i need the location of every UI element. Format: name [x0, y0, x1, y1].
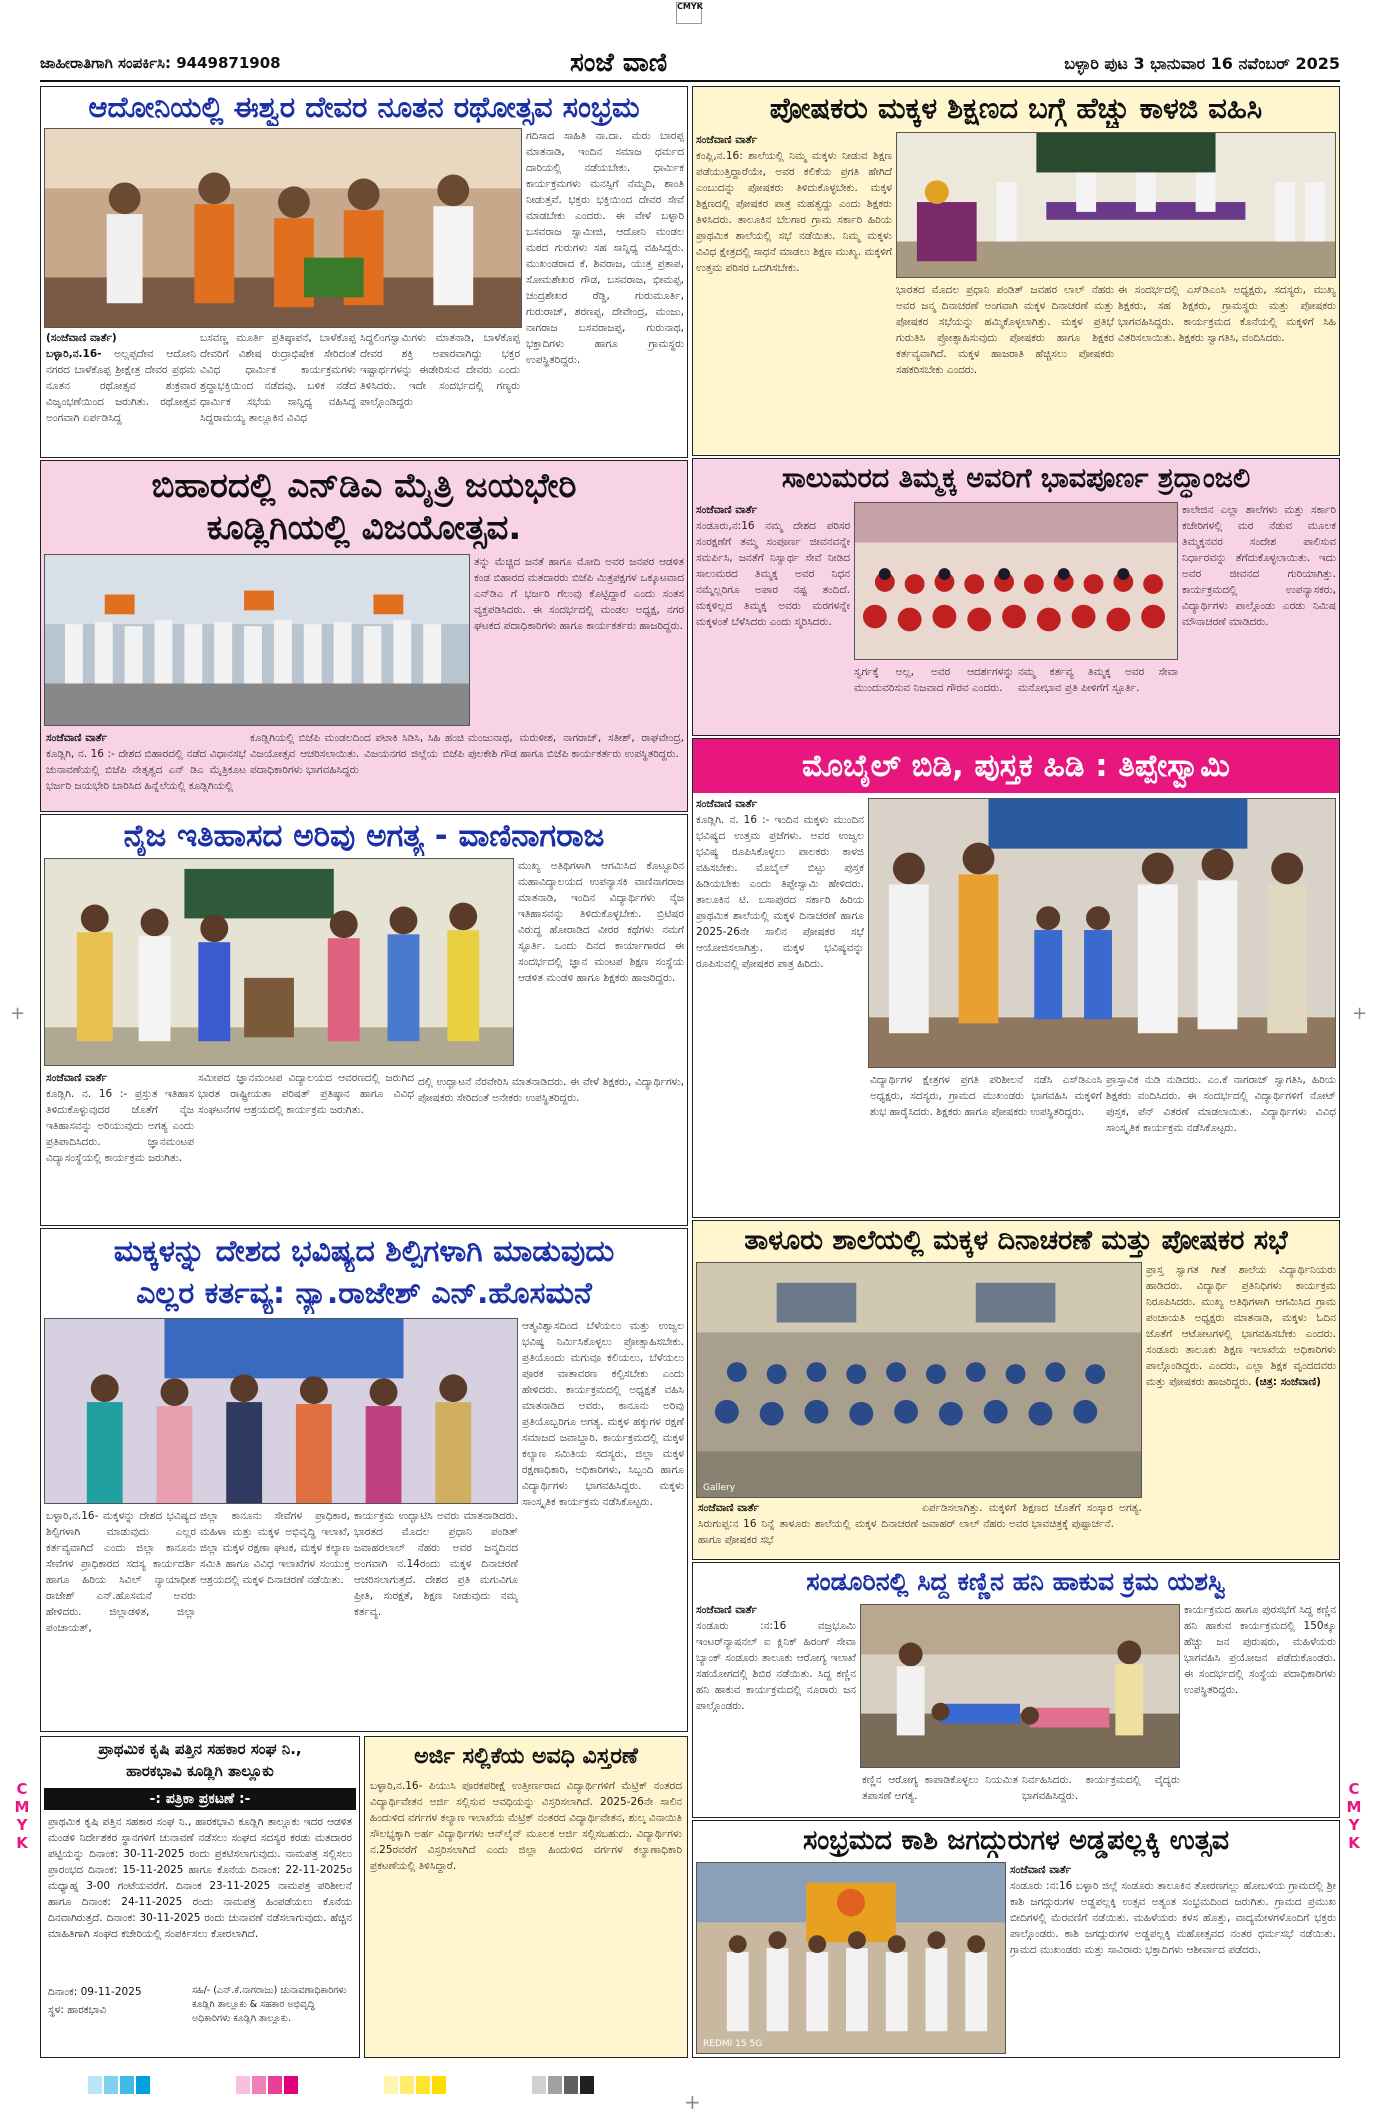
swatch-magenta-2 [252, 2076, 266, 2094]
story-adoni-photo [44, 128, 522, 328]
story-eye-col1: ಸಂಜೆವಾಣಿ ವಾರ್ತೆ ಸಂಡೂರು :ನ:16 ವಜ್ರಭೂಮಿ ಇಂಟರ್‌ನ್ಯಾಷನಲ್ ಐ ಕ್ಲಿನಿಕ್ ಹಿರಂಗ್ ಸೇವಾ ಬ್ಯಾಂಕ್ ಸಂಡೂರು ತಾಲೂಕು ಆರೋಗ್ಯ ಇಲಾಖೆ ಸಹಯೋಗದಲ್ಲಿ ಶಿಬಿರ ನಡೆಯಿತು. ಸಿದ್ದ ಕಣ್ಣಿನ ಹನಿ ಹಾಕುವ ಕಾರ್ಯಕ್ರಮದಲ್ಲಿ ನೂರಾರು ಜನ ಪಾಲ್ಗೊಂಡರು. [696, 1604, 856, 1712]
story-adoni-col1: (ಸಂಜೆವಾಣಿ ವಾರ್ತೆ) ಬಳ್ಳಾರಿ,ನ.16- ಅಲ್ಲಪ್ಪದೇವ ಆದೋನಿ ನಗರದ ಬಾಳೆಕೊಪ್ಪ ಶ್ರೀಕ್ಷೇತ್ರ ದೇವರ ಪ್ರಥಮ ನೂತನ ರಥೋತ್ಸವ ಶುಕ್ರವಾರ ವಿಜೃಂಭಣೆಯಿಂದ ಜರುಗಿತು. ರಥೋತ್ಸವ ಅಂಗವಾಗಿ ಏರ್ಪಡಿಸಿದ್ದ [46, 332, 196, 424]
registration-cross-bottom: + [684, 2090, 701, 2114]
story-bihar-headline-1: ಬಿಹಾರದಲ್ಲಿ ಎನ್‌ಡಿಎ ಮೈತ್ರಿ ಜಯಭೇರಿ [151, 466, 577, 506]
swatch-magenta-4 [284, 2076, 298, 2094]
story-history-col1: ಸಂಜೆವಾಣಿ ವಾರ್ತೆ ಕೂಡ್ಲಿಗಿ. ನ. 16 :- ಪ್ರಸ್ತುತ ಇತಿಹಾಸ ತಿಳಿದುಕೊಳ್ಳುವುದರ ಜೊತೆಗೆ ನೈಜ ಇತಿಹಾಸವನ್ನು ಅರಿಯುವುದು ಅಗತ್ಯ ಎಂದು ಪ್ರತಿಪಾದಿಸಿದರು. ಜ್ಞಾನಮಂಟಪ ವಿದ್ಯಾಸಂಸ್ಥೆಯಲ್ಲಿ ಕಾರ್ಯಕ್ರಮ ಜರುಗಿತು. [46, 1072, 194, 1164]
newspaper-title: ಸಂಜೆ ವಾಣಿ [570, 48, 668, 78]
story-mobile-photo [868, 798, 1336, 1068]
story-history-col-right: ಮುಖ್ಯ ಅತಿಥಿಗಳಾಗಿ ಆಗಮಿಸಿದ ಕೊಟ್ಟೂರಿನ ಮಹಾವಿದ್ಯಾಲಯದ ಉಪನ್ಯಾಸಕಿ ವಾಣಿನಾಗರಾಜ ಮಾತನಾಡಿ, ಇಂದಿನ ವಿದ್ಯಾರ್ಥಿಗಳು ನೈಜ ಇತಿಹಾಸವನ್ನು ತಿಳಿದುಕೊಳ್ಳಬೇಕು. ಬ್ರಿಟಿಷರ ವಿರುದ್ಧ ಹೋರಾಡಿದ ವೀರರ ಕಥೆಗಳು ನಮಗೆ ಸ್ಫೂರ್ತಿ. ಒಂದು ದಿನದ ಕಾರ್ಯಾಗಾರದ ಈ ಸಂದರ್ಭದಲ್ಲಿ ಜ್ಞಾನ ಮಂಟಪ ಶಿಕ್ಷಣ ಸಂಸ್ಥೆಯ ಆಡಳಿತ ಮಂಡಳಿ ಹಾಗೂ ಶಿಕ್ಷಕರು ಹಾಜರಿದ್ದರು. [518, 860, 684, 984]
swatch-cyan-3 [120, 2076, 134, 2094]
story-kashi-photo [696, 1862, 1006, 2054]
story-timmakka-col3: ನಮ್ಮ ಕರ್ತವ್ಯ ತಿಮ್ಮಕ್ಕ ಅವರ ಸೇವಾ ಮನೋಭಾವ ಪ್ರತಿ ಪೀಳಿಗೆಗೆ ಸ್ಪೂರ್ತಿ. [1018, 666, 1178, 694]
story-parents-col3: ಈ ಸಂದರ್ಭದಲ್ಲಿ ಎಸ್‌ಡಿಎಂಸಿ ಅಧ್ಯಕ್ಷರು, ಸದಸ್ಯರು, ಮುಖ್ಯ ಶಿಕ್ಷಕರು, ಸಹ ಶಿಕ್ಷಕರು, ಗ್ರಾಮಸ್ಥರು ಮತ್ತು ಪೋಷಕರು ಭಾಗವಹಿಸಿದ್ದರು. ಕಾರ್ಯಕ್ರಮದ ಕೊನೆಯಲ್ಲಿ ಮಕ್ಕಳಿಗೆ ಸಿಹಿ ವಿತರಿಸಲಾಯಿತು. ಶಿಕ್ಷಕರು ಸ್ವಾಗತಿಸಿ, ವಂದಿಸಿದರು. [1118, 284, 1336, 344]
swatch-magenta-3 [268, 2076, 282, 2094]
story-bihar-photo [44, 554, 470, 726]
story-adoni-headline: ಆದೋನಿಯಲ್ಲಿ ಈಶ್ವರ ದೇವರ ನೂತನ ರಥೋತ್ಸವ ಸಂಭ್ರಮ [88, 90, 640, 124]
story-eye-col4: ಕಾರ್ಯಕ್ರಮದ ಹಾಗೂ ಪುರಸಭೆಗೆ ಸಿದ್ದ ಕಣ್ಣಿನ ಹನಿ ಹಾಕುವ ಕಾರ್ಯಕ್ರಮದಲ್ಲಿ 150ಕ್ಕೂ ಹೆಚ್ಚು ಜನ ಪುರುಷರು, ಮಹಿಳೆಯರು ಭಾಗವಹಿಸಿ ಪ್ರಯೋಜನ ಪಡೆದುಕೊಂಡರು. ಈ ಸಂದರ್ಭದಲ್ಲಿ ಸಂಸ್ಥೆಯ ಪದಾಧಿಕಾರಿಗಳು ಉಪಸ್ಥಿತರಿದ್ದರು. [1184, 1604, 1336, 1696]
story-kashi-photo-credit: REDMI 15 5G [703, 2039, 763, 2049]
story-parents-headline: ಪೋಷಕರು ಮಕ್ಕಳ ಶಿಕ್ಷಣದ ಬಗ್ಗೆ ಹೆಚ್ಚು ಕಾಳಜಿ ವಹಿಸಿ [769, 91, 1263, 125]
story-bihar-col2: ಕೂಡ್ಲಿಗಿಯಲ್ಲಿ ಬಿಜೆಪಿ ಮಂಡಲದಿಂದ ಪಟಾಕಿ ಸಿಡಿಸಿ, ಸಿಹಿ ಹಂಚಿ ವಿಜಯೋತ್ಸವ ಆಚರಿಸಲಾಯಿತು. ವಿಜಯನಗರ ಜಿಲ್ಲೆಯ ಬಿಜೆಪಿ ಪದಾಧಿಕಾರಿಗಳು ಭಾಗವಹಿಸಿದ್ದರು [250, 732, 464, 776]
story-children-col3: ಕಾರ್ಯಕ್ರಮ ಉದ್ಘಾಟಿಸಿ ಅವರು ಮಾತನಾಡಿದರು. ಭಾರತದ ಮೊದಲ ಪ್ರಧಾನಿ ಪಂಡಿತ್ ಜವಾಹರಲಾಲ್ ನೆಹರು ಅವರ ಜನ್ಮದಿನದ ಅಂಗವಾಗಿ ನ.14ರಂದು ಮಕ್ಕಳ ದಿನಾಚರಣೆ ಆಚರಿಸಲಾಗುತ್ತದೆ. ದೇಶದ ಪ್ರತಿ ಮಗುವಿಗೂ ಪ್ರೀತಿ, ಸುರಕ್ಷತೆ, ಶಿಕ್ಷಣ ನೀಡುವುದು ನಮ್ಮ ಕರ್ತವ್ಯ. [354, 1510, 518, 1618]
story-parents-col2: ಭಾರತದ ಮೊದಲ ಪ್ರಧಾನಿ ಪಂಡಿತ್ ಜವಹರ ಲಾಲ್ ನೆಹರು ಅವರ ಜನ್ಮ ದಿನಾಚರಣೆ ಅಂಗವಾಗಿ ಮಕ್ಕಳ ದಿನಾಚರಣೆ ಮತ್ತು ಪೋಷಕರ ಸಭೆಯನ್ನು ಹಮ್ಮಿಕೊಳ್ಳಲಾಗಿತ್ತು. ಮಕ್ಕಳ ಪ್ರತಿಭೆ ಗುರುತಿಸಿ ಪ್ರೋತ್ಸಾಹಿಸುವುದು ಪೋಷಕರು ಹಾಗೂ ಶಿಕ್ಷಕರ ಕರ್ತವ್ಯವಾಗಿದೆ. ಮಕ್ಕಳ ಹಾಜರಾತಿ ಹೆಚ್ಚಿಸಲು ಪೋಷಕರು ಸಹಕರಿಸಬೇಕು ಎಂದರು. [896, 284, 1114, 376]
story-eye-col3: ನಿರ್ವಹಿಸಿದರು. ಕಾರ್ಯಕ್ರಮದಲ್ಲಿ ವೈದ್ಯರು ಭಾಗವಹಿಸಿದ್ದರು. [1022, 1774, 1180, 1802]
story-bihar-headline-2: ಕೂಡ್ಲಿಗಿಯಲ್ಲಿ ವಿಜಯೋತ್ಸವ. [206, 508, 522, 548]
story-history-headline: ನೈಜ ಇತಿಹಾಸದ ಅರಿವು ಅಗತ್ಯ - ವಾಣಿನಾಗರಾಜ [123, 818, 605, 854]
story-taluru-headline: ತಾಳೂರು ಶಾಲೆಯಲ್ಲಿ ಮಕ್ಕಳ ದಿನಾಚರಣೆ ಮತ್ತು ಪೋಷಕರ ಸಭೆ [744, 1225, 1288, 1256]
notice-signature: ಸಹಿ/- (ಎನ್.ಕೆ.ನಾಗರಾಜು) ಚುನಾವಣಾಧಿಕಾರಿಗಳು ಕೂಡ್ಲಿಗಿ ತಾಲ್ಲೂಕು & ಸಹಕಾರ ಅಭಿವೃದ್ಧಿ ಅಧಿಕಾರಿಗಳು ಕೂಡ್ಲಿಗಿ ತಾಲ್ಲೂಕು. [192, 1985, 347, 2024]
swatch-yellow-2 [400, 2076, 414, 2094]
notice-date: ದಿನಾಂಕ: 09-11-2025 [48, 1986, 142, 1998]
story-bihar-col1: ಸಂಜೆವಾಣಿ ವಾರ್ತೆ ಕೂಡ್ಲಿಗಿ, ನ. 16 :- ದೇಶದ ಬಿಹಾರದಲ್ಲಿ ನಡೆದ ವಿಧಾನಸಭೆ ಚುನಾವಣೆಯಲ್ಲಿ ಬಿಜೆಪಿ ನೇತೃತ್ವದ ಎನ್ ಡಿಎ ಮೈತ್ರಿಕೂಟ ಭರ್ಜರಿ ಜಯಭೇರಿ ಬಾರಿಸಿದ ಹಿನ್ನೆಲೆಯಲ್ಲಿ ಕೂಡ್ಲಿಗಿಯಲ್ಲಿ [46, 732, 246, 792]
swatch-yellow-1 [384, 2076, 398, 2094]
story-kashi-body: ಸಂಜೆವಾಣಿ ವಾರ್ತೆ ಸಂಡೂರು :ನ:16 ಬಳ್ಳಾರಿ ಜಿಲ್ಲೆ ಸಂಡೂರು ತಾಲೂಕಿನ ತೋರಣಗಲ್ಲು ಹೋಬಳಿಯ ಗ್ರಾಮದಲ್ಲಿ ಶ್ರೀ ಕಾಶಿ ಜಗದ್ಗುರುಗಳ ಅಡ್ಡಪಲ್ಲಕ್ಕಿ ಉತ್ಸವ ಅತ್ಯಂತ ಸಂಭ್ರಮದಿಂದ ಜರುಗಿತು. ಗ್ರಾಮದ ಪ್ರಮುಖ ಬೀದಿಗಳಲ್ಲಿ ಮೆರವಣಿಗೆ ನಡೆಯಿತು. ಮಹಿಳೆಯರು ಕಳಸ ಹೊತ್ತು, ವಾದ್ಯಮೇಳಗಳೊಂದಿಗೆ ಭಕ್ತರು ಪಾಲ್ಗೊಂಡರು. ಕಾಶಿ ಜಗದ್ಗುರುಗಳ ಅಡ್ಡಪಲ್ಲಕ್ಕಿ ಮಹೋತ್ಸವದ ನಂತರ ಧರ್ಮಸಭೆ ನಡೆಯಿತು. ಗ್ರಾಮದ ಮುಖಂಡರು ಮತ್ತು ಸಾವಿರಾರು ಭಕ್ತಾದಿಗಳು ಆಶೀರ್ವಾದ ಪಡೆದರು. [1010, 1864, 1336, 1956]
story-mobile-col1: ಸಂಜೆವಾಣಿ ವಾರ್ತೆ ಕೂಡ್ಲಿಗಿ. ನ. 16 :- ಇಂದಿನ ಮಕ್ಕಳು ಮುಂದಿನ ಭವಿಷ್ಯದ ಉತ್ತಮ ಪ್ರಜೆಗಳು. ಅವರ ಉಜ್ವಲ ಭವಿಷ್ಯ ರೂಪಿಸಿಕೊಳ್ಳಲು ಪಾಲಕರು ಕಾಳಜಿ ವಹಿಸಬೇಕು. ಮೊಬೈಲ್ ಬಿಟ್ಟು ಪುಸ್ತಕ ಹಿಡಿಯಬೇಕು ಎಂದು ತಿಪ್ಪೇಸ್ವಾಮಿ ಹೇಳಿದರು. ತಾಲೂಕಿನ ಟಿ. ಬಸಾಪುರದ ಸರ್ಕಾರಿ ಹಿರಿಯ ಪ್ರಾಥಮಿಕ ಶಾಲೆಯಲ್ಲಿ ಮಕ್ಕಳ ದಿನಾಚರಣೆ ಹಾಗೂ 2025-26ನೇ ಸಾಲಿನ ಪೋಷಕರ ಸಭೆ ಆಯೋಜಿಸಲಾಗಿತ್ತು. ಮಕ್ಕಳ ಭವಿಷ್ಯವನ್ನು ರೂಪಿಸುವಲ್ಲಿ ಪೋಷಕರ ಪಾತ್ರ ಹಿರಿದು. [696, 798, 864, 970]
story-children-headline-1: ಮಕ್ಕಳನ್ನು ದೇಶದ ಭವಿಷ್ಯದ ಶಿಲ್ಪಿಗಳಾಗಿ ಮಾಡುವುದು [113, 1234, 615, 1269]
registration-cross-left: + [10, 1003, 26, 1024]
story-children-col-right: ಆತ್ಮವಿಶ್ವಾಸದಿಂದ ಬೆಳೆಯಲು ಮತ್ತು ಉಜ್ವಲ ಭವಿಷ್ಯ ನಿರ್ಮಿಸಿಕೊಳ್ಳಲು ಪ್ರೋತ್ಸಾಹಿಸಬೇಕು. ಪ್ರತಿಯೊಂದು ಮಗುವೂ ಕಲಿಯಲು, ಬೆಳೆಯಲು ಪೂರಕ ವಾತಾವರಣ ಕಲ್ಪಿಸಬೇಕು ಎಂದು ಹೇಳಿದರು. ಕಾರ್ಯಕ್ರಮದಲ್ಲಿ ಅಧ್ಯಕ್ಷತೆ ವಹಿಸಿ ಮಾತನಾಡಿದ ಅವರು, ಕಾನೂನು ಅರಿವು ಪ್ರತಿಯೊಬ್ಬರಿಗೂ ಅಗತ್ಯ. ಮಕ್ಕಳ ಹಕ್ಕುಗಳ ರಕ್ಷಣೆ ಸಮಾಜದ ಜವಾಬ್ದಾರಿ. ಕಾರ್ಯಕ್ರಮದಲ್ಲಿ ಮಕ್ಕಳ ಕಲ್ಯಾಣ ಸಮಿತಿಯ ಸದಸ್ಯರು, ಜಿಲ್ಲಾ ಮಕ್ಕಳ ರಕ್ಷಣಾಧಿಕಾರಿ, ಅಧಿಕಾರಿಗಳು, ಸಿಬ್ಬಂದಿ ಹಾಗೂ ವಿದ್ಯಾರ್ಥಿಗಳು ಭಾಗವಹಿಸಿದ್ದರು. ಮಕ್ಕಳು ಸಾಂಸ್ಕೃತಿಕ ಕಾರ್ಯಕ್ರಮ ನಡೆಸಿಕೊಟ್ಟರು. [522, 1320, 684, 1508]
swatch-yellow-4 [432, 2076, 446, 2094]
ad-contact: ಜಾಹೀರಾತಿಗಾಗಿ ಸಂಪರ್ಕಿಸಿ: 9449871908 [40, 54, 281, 72]
cmyk-side-mark-left: C M Y K [14, 1780, 30, 1852]
story-timmakka-headline: ಸಾಲುಮರದ ತಿಮ್ಮಕ್ಕ ಅವರಿಗೆ ಭಾವಪೂರ್ಣ ಶ್ರದ್ಧಾಂಜಲಿ [781, 463, 1251, 494]
swatch-cyan-1 [88, 2076, 102, 2094]
swatch-black-1 [532, 2076, 546, 2094]
story-mobile-col3: ಪ್ರಾಸ್ತಾವಿಕ ನುಡಿ ನುಡಿದರು. ಎಂ.ಕೆ ನಾಗರಾಜ್ ಸ್ವಾಗತಿಸಿ, ಹಿರಿಯ ಶಿಕ್ಷಕರು ವಂದಿಸಿದರು. ಈ ಸಂದರ್ಭದಲ್ಲಿ ವಿದ್ಯಾರ್ಥಿಗಳಿಗೆ ನೋಟ್ ಪುಸ್ತಕ, ಪೆನ್ ವಿತರಣೆ ಮಾಡಲಾಯಿತು. ವಿದ್ಯಾರ್ಥಿಗಳು ವಿವಿಧ ಸಾಂಸ್ಕೃತಿಕ ಕಾರ್ಯಕ್ರಮ ನಡೆಸಿಕೊಟ್ಟರು. [1106, 1074, 1336, 1134]
story-adoni-col2: ಬಸವಣ್ಣ ಮೂರ್ತಿ ಪ್ರತಿಷ್ಠಾಪನೆ, ಬಾಳೆಕೊಪ್ಪ ದೇವರಿಗೆ ವಿಶೇಷ ರುದ್ರಾಭಿಷೇಕ ಸೇರಿದಂತೆ ವಿವಿಧ ಧಾರ್ಮಿಕ ಕಾರ್ಯಕ್ರಮಗಳು ಶ್ರದ್ಧಾಭಕ್ತಿಯಿಂದ ನಡೆದವು. ಬಳಿಕ ನಡೆದ ಧಾರ್ಮಿಕ ಸಭೆಯ ಸಾನ್ನಿಧ್ಯ ವಹಿಸಿದ್ದ ಸಿದ್ದರಾಮಯ್ಯ ತಾಲ್ಲೂಕಿನ ವಿವಿಧ [200, 332, 356, 424]
swatch-black-3 [564, 2076, 578, 2094]
story-children-headline-2: ಎಲ್ಲರ ಕರ್ತವ್ಯ: ನ್ಯಾ.ರಾಜೇಶ್ ಎನ್.ಹೊಸಮನೆ [136, 1276, 592, 1311]
story-children-col2: ಜಿಲ್ಲಾ ಕಾನೂನು ಸೇವೆಗಳ ಪ್ರಾಧಿಕಾರ, ಮಹಿಳಾ ಮತ್ತು ಮಕ್ಕಳ ಅಭಿವೃದ್ಧಿ ಇಲಾಖೆ, ಜಿಲ್ಲಾ ಮಕ್ಕಳ ರಕ್ಷಣಾ ಘಟಕ, ಮಕ್ಕಳ ಕಲ್ಯಾಣ ಸಮಿತಿ ಹಾಗೂ ವಿವಿಧ ಇಲಾಖೆಗಳ ಸಂಯುಕ್ತ ಆಶ್ರಯದಲ್ಲಿ ಮಕ್ಕಳ ದಿನಾಚರಣೆ ನಡೆಯಿತು. [200, 1510, 350, 1586]
story-adoni-col3: ಸಿದ್ಧಲಿಂಗಸ್ವಾಮಿಗಳು ಮಾತನಾಡಿ, ಬಾಳೆಕೊಪ್ಪ ದೇವರ ಶಕ್ತಿ ಅಪಾರವಾಗಿದ್ದು ಭಕ್ತರ ಇಷ್ಟಾರ್ಥಗಳನ್ನು ಈಡೇರಿಸುವ ದೇವರು ಎಂದು ತಿಳಿಸಿದರು. ಇದೇ ಸಂದರ್ಭದಲ್ಲಿ ಗಣ್ಯರು ಪಾಲ್ಗೊಂಡಿದ್ದರು [360, 332, 520, 408]
swatch-black-2 [548, 2076, 562, 2094]
story-parents-photo [896, 132, 1336, 278]
notice-press-bar: -: ಪತ್ರಿಕಾ ಪ್ರಕಟಣೆ :- [44, 1788, 356, 1810]
swatch-cyan-2 [104, 2076, 118, 2094]
cmyk-register-mark: CMYK [676, 2, 702, 24]
swatch-yellow-3 [416, 2076, 430, 2094]
swatch-cyan-4 [136, 2076, 150, 2094]
story-taluru-col2: ಏರ್ಪಡಿಸಲಾಗಿತ್ತು. ಮಕ್ಕಳಿಗೆ ಶಿಕ್ಷಣದ ಜೊತೆಗೆ ಸಂಸ್ಕಾರ ಅಗತ್ಯ. ಜವಾಹರ್ ಲಾಲ್ ನೆಹರು ಅವರ ಭಾವಚಿತ್ರಕ್ಕೆ ಪುಷ್ಪಾರ್ಚನೆ. [922, 1502, 1142, 1530]
story-mobile-col2: ವಿದ್ಯಾರ್ಥಿಗಳ ಕ್ಷೇತ್ರಗಳ ಪ್ರಗತಿ ಪರಿಶೀಲನೆ ನಡೆಸಿ ಎಸ್‌ಡಿಎಂಸಿ ಅಧ್ಯಕ್ಷರು, ಸದಸ್ಯರು, ಗ್ರಾಮದ ಮುಖಂಡರು ಭಾಗವಹಿಸಿ ಮಕ್ಕಳಿಗೆ ಶುಭ ಹಾರೈಸಿದರು. ಶಿಕ್ಷಕರು ಹಾಗೂ ಪೋಷಕರು ಉಪಸ್ಥಿತರಿದ್ದರು. [870, 1074, 1102, 1118]
notice-body: ಪ್ರಾಥಮಿಕ ಕೃಷಿ ಪತ್ತಿನ ಸಹಕಾರ ಸಂಘ ನಿ., ಹಾರಕಭಾವಿ ಕೂಡ್ಲಿಗಿ ತಾಲ್ಲೂಕು ಇದರ ಆಡಳಿತ ಮಂಡಳಿ ನಿರ್ದೇಶಕರ ಸ್ಥಾನಗಳಿಗೆ ಚುನಾವಣೆ ನಡೆಸಲು ಸಂಘದ ಸದಸ್ಯರ ಕರಡು ಮತದಾರರ ಪಟ್ಟಿಯನ್ನು ದಿನಾಂಕ: 30-11-2025 ರಂದು ಪ್ರಕಟಿಸಲಾಗುವುದು. ನಾಮಪತ್ರ ಸಲ್ಲಿಸಲು ಪ್ರಾರಂಭದ ದಿನಾಂಕ: 15-11-2025 ಹಾಗೂ ಕೊನೆಯ ದಿನಾಂಕ: 22-11-2025ರ ಮಧ್ಯಾಹ್ನ 3-00 ಗಂಟೆಯವರೆಗೆ. ದಿನಾಂಕ 23-11-2025 ನಾಮಪತ್ರ ಪರಿಶೀಲನೆ ಹಾಗೂ ದಿನಾಂಕ: 24-11-2025 ರಂದು ನಾಮಪತ್ರ ಹಿಂಪಡೆಯಲು ಕೊನೆಯ ದಿನವಾಗಿರುತ್ತದೆ. ದಿನಾಂಕ: 30-11-2025 ರಂದು ಚುನಾವಣೆ ನಡೆಸಲಾಗುವುದು. ಹೆಚ್ಚಿನ ಮಾಹಿತಿಗಾಗಿ ಸಂಘದ ಕಚೇರಿಯಲ್ಲಿ ಸಂಪರ್ಕಿಸಲು ಕೋರಲಾಗಿದೆ. [48, 1816, 352, 1940]
story-children-photo [44, 1318, 518, 1504]
notice-title-2: ಹಾರಕಭಾವಿ ಕೂಡ್ಲಿಗಿ ತಾಲ್ಲೂಕು [126, 1762, 274, 1780]
story-parents-col1: ಸಂಜೆವಾಣಿ ವಾರ್ತೆ ಕಂಪ್ಲಿ,ನ.16: ಶಾಲೆಯಲ್ಲಿ ನಿಮ್ಮ ಮಕ್ಕಳು ನೀಡುವ ಶಿಕ್ಷಣ ಪಡೆಯುತ್ತಿದ್ದಾರೆಯೇ, ಅವರ ಕಲಿಕೆಯ ಪ್ರಗತಿ ಹೇಗಿದೆ ಎಂಬುದನ್ನು ಪೋಷಕರು ತಿಳಿದುಕೊಳ್ಳಬೇಕು. ಮಕ್ಕಳ ಶಿಕ್ಷಣದಲ್ಲಿ ಪೋಷಕರ ಪಾತ್ರ ಮಹತ್ವದ್ದು ಎಂದು ಶಿಕ್ಷಕರು ತಿಳಿಸಿದರು. ತಾಲೂಕಿನ ಬೆಲಗಾರ ಗ್ರಾಮ ಸರ್ಕಾರಿ ಹಿರಿಯ ಪ್ರಾಥಮಿಕ ಶಾಲೆಯಲ್ಲಿ ಸಭೆ ನಡೆಯಿತು. ನಿಮ್ಮ ಮಕ್ಕಳು ವಿವಿಧ ಕ್ಷೇತ್ರದಲ್ಲಿ ಸಾಧನೆ ಮಾಡಲು ಶಿಕ್ಷಣ ಮುಖ್ಯ. ಮಕ್ಕಳಿಗೆ ಉತ್ತಮ ಪರಿಸರ ಒದಗಿಸಬೇಕು. [696, 134, 892, 274]
story-application-body: ಬಳ್ಳಾರಿ,ನ.16- ಪಿಯುಸಿ ಪೂರಕಪರೀಕ್ಷೆ ಉತ್ತೀರ್ಣರಾದ ವಿದ್ಯಾರ್ಥಿಗಳಿಗೆ ಮೆಟ್ರಿಕ್ ನಂತರದ ವಿದ್ಯಾರ್ಥಿವೇತನ ಅರ್ಜಿ ಸಲ್ಲಿಸುವ ಅವಧಿಯನ್ನು ವಿಸ್ತರಿಸಲಾಗಿದೆ. 2025-26ನೇ ಸಾಲಿನ ಹಿಂದುಳಿದ ವರ್ಗಗಳ ಕಲ್ಯಾಣ ಇಲಾಖೆಯ ಮೆಟ್ರಿಕ್ ನಂತರದ ವಿದ್ಯಾರ್ಥಿವೇತನ, ಶುಲ್ಕ ವಿನಾಯಿತಿ ಸೌಲಭ್ಯಕ್ಕಾಗಿ ಅರ್ಹ ವಿದ್ಯಾರ್ಥಿಗಳು ಆನ್‌ಲೈನ್ ಮೂಲಕ ಅರ್ಜಿ ಸಲ್ಲಿಸಬಹುದು. ವಿದ್ಯಾರ್ಥಿಗಳು ನ.25ರವರೆಗೆ ವಿಸ್ತರಿಸಲಾಗಿದೆ ಎಂದು ಜಿಲ್ಲಾ ಹಿಂದುಳಿದ ವರ್ಗಗಳ ಕಲ್ಯಾಣಾಧಿಕಾರಿ ಪ್ರಕಟಣೆಯಲ್ಲಿ ತಿಳಿಸಿದ್ದಾರೆ. [370, 1780, 682, 1872]
story-taluru-col1: ಸಂಜೆವಾಣಿ ವಾರ್ತೆ ಸಿರುಗುಪ್ಪ:ನ 16 ನಿನ್ನೆ ತಾಳೂರು ಶಾಲೆಯಲ್ಲಿ ಮಕ್ಕಳ ದಿನಾಚರಣೆ ಹಾಗೂ ಪೋಷಕರ ಸಭೆ [698, 1502, 918, 1546]
story-kashi-headline: ಸಂಭ್ರಮದ ಕಾಶಿ ಜಗದ್ಗುರುಗಳ ಅಡ್ಡಪಲ್ಲಕ್ಕಿ ಉತ್ಸವ [802, 1825, 1230, 1856]
story-timmakka-col1: ಸಂಜೆವಾಣಿ ವಾರ್ತೆ ಸಂಡೂರು,ನ:16 ನಮ್ಮ ದೇಶದ ಪರಿಸರ ಸಂರಕ್ಷಣೆಗೆ ತಮ್ಮ ಸಂಪೂರ್ಣ ಜೀವನವನ್ನೇ ಸಮರ್ಪಿಸಿ, ಜನತೆಗೆ ನಿಸ್ವಾರ್ಥ ಸೇವೆ ನೀಡಿದ ಸಾಲುಮರದ ತಿಮ್ಮಕ್ಕ ಅವರ ನಿಧನ ನಮ್ಮೆಲ್ಲರಿಗೂ ಅಪಾರ ನಷ್ಟ ತಂದಿದೆ. ಮಕ್ಕಳಿಲ್ಲದ ತಿಮ್ಮಕ್ಕ ಅವರು ಮರಗಳನ್ನೇ ಮಕ್ಕಳಂತೆ ಬೆಳೆಸಿದರು ಎಂದು ಸ್ಮರಿಸಿದರು. [696, 504, 850, 628]
swatch-black-4 [580, 2076, 594, 2094]
cmyk-side-mark-right: C M Y K [1346, 1780, 1362, 1852]
story-bihar-col3: ಮಂಜುನಾಥ, ಮರುಳೀಶ, ನಾಗರಾಜ್, ಸತೀಶ್, ರಾಘವೇಂದ್ರ, ಪುಲಕೇಶಿ ಗೌಡ ಹಾಗೂ ಬಿಜೆಪಿ ಕಾರ್ಯಕರ್ತರು ಉಪಸ್ಥಿತರಿದ್ದರು. [468, 732, 684, 760]
story-timmakka-photo [854, 502, 1178, 660]
story-eye-col2: ಕಣ್ಣಿನ ಆರೋಗ್ಯ ಕಾಪಾಡಿಕೊಳ್ಳಲು ನಿಯಮಿತ ತಪಾಸಣೆ ಅಗತ್ಯ. [862, 1774, 1018, 1802]
story-bihar-col-right: ತನ್ನು ಮೆಚ್ಚಿದ ಜನತೆ ಹಾಗೂ ಮೋದಿ ಅವರ ಜನಪರ ಆಡಳಿತ ಕಂಡ ಬಿಹಾರದ ಮತದಾರರು ಬಿಜೆಪಿ ಮಿತ್ರಪಕ್ಷಗಳ ಒಕ್ಕೂಟವಾದ ಎನ್‌ಡಿಎ ಗೆ ಭರ್ಜರಿ ಗೆಲುವು ಕೊಟ್ಟಿದ್ದಾರೆ ಎಂದು ಸಂತಸ ವ್ಯಕ್ತಪಡಿಸಿದರು. ಈ ಸಂದರ್ಭದಲ್ಲಿ ಮಂಡಲ ಅಧ್ಯಕ್ಷ, ನಗರ ಘಟಕದ ಪದಾಧಿಕಾರಿಗಳು ಹಾಗೂ ಕಾರ್ಯಕರ್ತರು ಹಾಜರಿದ್ದರು. [474, 556, 684, 632]
story-eye-headline: ಸಂಡೂರಿನಲ್ಲಿ ಸಿದ್ದ ಕಣ್ಣಿನ ಹನಿ ಹಾಕುವ ಕ್ರಮ ಯಶಸ್ವಿ [806, 1567, 1226, 1596]
notice-place: ಸ್ಥಳ: ಹಾರಕಭಾವಿ [48, 2004, 107, 2016]
story-adoni-col4: ಗದಿಸಾದ ಸಾಹಿತಿ ನಾ.ದಾ. ಮರು ಬಾರಪ್ಪ ಮಾತನಾಡಿ, ಇಂದಿನ ಸಮಾಜ ಧರ್ಮದ ದಾರಿಯಲ್ಲಿ ನಡೆಯಬೇಕು. ಧಾರ್ಮಿಕ ಕಾರ್ಯಕ್ರಮಗಳು ಮನಸ್ಸಿಗೆ ನೆಮ್ಮದಿ, ಶಾಂತಿ ನೀಡುತ್ತವೆ. ಭಕ್ತರು ಭಕ್ತಿಯಿಂದ ದೇವರ ಸೇವೆ ಮಾಡಬೇಕು ಎಂದರು. ಈ ವೇಳೆ ಬಳ್ಳಾರಿ ಬಸವರಾಜ ಸ್ವಾಮೀಜಿ, ಆದೋನಿ ಮಂಡಲ ಮಠದ ಗುರುಗಳು ಸಹ ಸಾನ್ನಿಧ್ಯ ವಹಿಸಿದ್ದರು. ಮುಖಂಡರಾದ ಕೆ. ಶಿವರಾಜ, ಯುತ್ತ ಪ್ರತಾಪ, ಸೋಮಶೇಖರ ಗೌಡ, ಬಸವರಾಜ, ಭೀಮಪ್ಪ, ಚಂದ್ರಶೇಖರ ರೆಡ್ಡಿ, ಗುರುಮೂರ್ತಿ, ಗುರುರಾಜ್, ಶರಣಪ್ಪ, ದೇವೇಂದ್ರ, ಮಂಜು, ನಾಗರಾಜ ಬಸವರಾಜಪ್ಪ, ಗುರುನಾಥ, ಭಕ್ತಾದಿಗಳು ಹಾಗೂ ಗ್ರಾಮಸ್ಥರು ಉಪಸ್ಥಿತರಿದ್ದರು. [526, 130, 684, 366]
notice-title-1: ಪ್ರಾಥಮಿಕ ಕೃಷಿ ಪತ್ತಿನ ಸಹಕಾರ ಸಂಘ ನಿ., [98, 1740, 302, 1758]
masthead [40, 48, 1340, 82]
story-application-headline: ಅರ್ಜಿ ಸಲ್ಲಿಕೆಯ ಅವಧಿ ವಿಸ್ತರಣೆ [414, 1744, 638, 1769]
registration-cross-right: + [1352, 1003, 1368, 1024]
edition-line: ಬಳ್ಳಾರಿ ಪುಟ 3 ಭಾನುವಾರ 16 ನವೆಂಬರ್ 2025 [1064, 54, 1340, 73]
story-timmakka-col2: ಸ್ವರ್ಗಕ್ಕೆ ಅಲ್ಲ, ಅವರ ಆದರ್ಶಗಳನ್ನು ಮುಂದುವರಿಸುವ ನಿಜವಾದ ಗೌರವ ಎಂದರು. [854, 666, 1014, 694]
story-history-col3: ದಲ್ಲಿ ಉದ್ಘಾಟನೆ ನೆರವೇರಿಸಿ ಮಾತನಾಡಿದರು. ಈ ವೇಳೆ ಶಿಕ್ಷಕರು, ವಿದ್ಯಾರ್ಥಿಗಳು, ಪೋಷಕರು ಸೇರಿದಂತೆ ಅನೇಕರು ಉಪಸ್ಥಿತರಿದ್ದರು. [418, 1076, 684, 1104]
story-mobile-headline: ಮೊಬೈಲ್ ಬಿಡಿ, ಪುಸ್ತಕ ಹಿಡಿ : ತಿಪ್ಪೇಸ್ವಾಮಿ [693, 739, 1339, 793]
story-history-col2: ಸಮೀಪದ ಜ್ಞಾನಮಂಟಪ ವಿದ್ಯಾಲಯದ ಆವರಣದಲ್ಲಿ ಜರುಗಿದ ಭಾರತ ರಾಷ್ಟ್ರೀಯತಾ ಪರಿಷತ್ ಪ್ರತಿಷ್ಠಾನ ಹಾಗೂ ವಿವಿಧ ಸಂಘಟನೆಗಳ ಆಶ್ರಯದಲ್ಲಿ ಕಾರ್ಯಕ್ರಮ ಜರುಗಿತು. [198, 1072, 414, 1116]
story-children-col1: ಬಳ್ಳಾರಿ,ನ.16- ಮಕ್ಕಳನ್ನು ದೇಶದ ಭವಿಷ್ಯದ ಶಿಲ್ಪಿಗಳಾಗಿ ಮಾಡುವುದು ಎಲ್ಲರ ಕರ್ತವ್ಯವಾಗಿದೆ ಎಂದು ಜಿಲ್ಲಾ ಕಾನೂನು ಸೇವೆಗಳ ಪ್ರಾಧಿಕಾರದ ಸದಸ್ಯ ಕಾರ್ಯದರ್ಶಿ ಹಾಗೂ ಹಿರಿಯ ಸಿವಿಲ್ ನ್ಯಾಯಾಧೀಶ ರಾಜೇಶ್ ಎನ್.ಹೊಸಮನೆ ಅವರು ಹೇಳಿದರು. ಜಿಲ್ಲಾಡಳಿತ, ಜಿಲ್ಲಾ ಪಂಚಾಯತ್, [46, 1510, 196, 1634]
story-taluru-photo-credit: Gallery [703, 1483, 736, 1493]
story-eye-photo [860, 1604, 1180, 1768]
story-taluru-photo [696, 1262, 1142, 1498]
story-timmakka-col4: ಕಾಲೇಜಿನ ಎಲ್ಲಾ ಶಾಲೆಗಳು ಮತ್ತು ಸರ್ಕಾರಿ ಕಚೇರಿಗಳಲ್ಲಿ ಮರ ನೆಡುವ ಮೂಲಕ ತಿಮ್ಮಕ್ಕನವರ ಸಂದೇಶ ಪಾಲಿಸುವ ನಿರ್ಧಾರವನ್ನು ತೆಗೆದುಕೊಳ್ಳಲಾಯಿತು. ಇದು ಅವರ ಜೀವನದ ಗುರಿಯಾಗಿತ್ತು. ಕಾರ್ಯಕ್ರಮದಲ್ಲಿ ಉಪನ್ಯಾಸಕರು, ವಿದ್ಯಾರ್ಥಿಗಳು ಪಾಲ್ಗೊಂಡು ಎರಡು ನಿಮಿಷ ಮೌನಾಚರಣೆ ಮಾಡಿದರು. [1182, 504, 1336, 628]
story-taluru-col3: ಪ್ರಾಸ್ತ ಸ್ವಾಗತ ಗೀತೆ ಶಾಲೆಯ ವಿದ್ಯಾರ್ಥಿನಿಯರು ಹಾಡಿದರು. ವಿದ್ಯಾರ್ಥಿ ಪ್ರತಿನಿಧಿಗಳು ಕಾರ್ಯಕ್ರಮ ನಿರೂಪಿಸಿದರು. ಮುಖ್ಯ ಅತಿಥಿಗಳಾಗಿ ಆಗಮಿಸಿದ ಗ್ರಾಮ ಪಂಚಾಯತಿ ಅಧ್ಯಕ್ಷರು ಮಾತನಾಡಿ, ಮಕ್ಕಳು ಓದಿನ ಜೊತೆಗೆ ಆಟೋಟಗಳಲ್ಲಿ ಭಾಗವಹಿಸಬೇಕು ಎಂದರು. ಸಂಡೂರು ತಾಲೂಕು ಶಿಕ್ಷಣ ಇಲಾಖೆಯ ಅಧಿಕಾರಿಗಳು ಪಾಲ್ಗೊಂಡಿದ್ದರು. ಎಂದರು, ಎಲ್ಲಾ ಶಿಕ್ಷಕ ವೃಂದದವರು ಮತ್ತು ಪೋಷಕರು ಹಾಜರಿದ್ದರು. (ಚಿತ್ರ: ಸಂಜೆವಾಣಿ) [1146, 1264, 1336, 1388]
swatch-magenta-1 [236, 2076, 250, 2094]
story-history-photo [44, 858, 514, 1066]
